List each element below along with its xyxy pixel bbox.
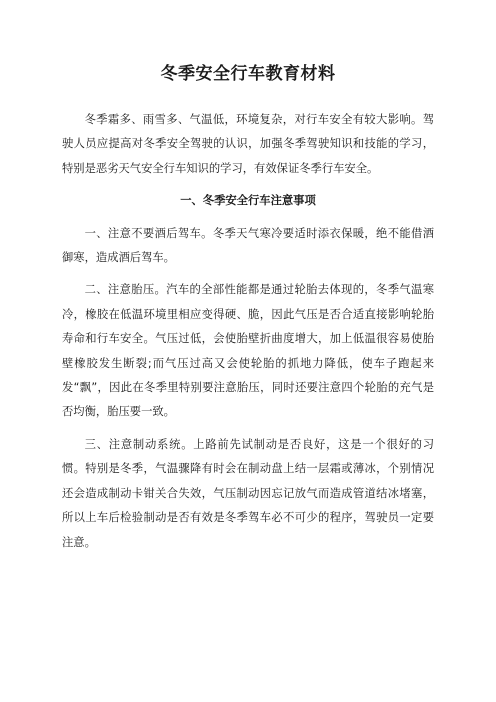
item-paragraph-1: 一、注意不要酒后驾车。冬季天气寒冷要适时添衣保暖，绝不能借酒御寒，造成酒后驾车。 — [62, 226, 434, 265]
section-heading: 一、冬季安全行车注意事项 — [180, 194, 316, 208]
document-body — [62, 108, 434, 563]
document-title: 冬季安全行车教育材料 — [160, 64, 336, 84]
item-paragraph-2: 二、注意胎压。汽车的全部性能都是通过轮胎去体现的，冬季气温寒冷，橡胶在低温环境里相应变得硬、脆，因此气压是否合适直接影响轮胎寿命和行车安全。气压过低，会使胎壁折曲度增大，加上低温很容易使胎壁橡胶发生断裂;而气压过高又会使轮胎的抓地力降低，使车子跑起来发“飘”，因此在冬季里特别要注意胎压，同时还要注意四个轮胎的充气是否均衡，胎压要一致。 — [62, 283, 434, 419]
intro-paragraph: 冬季霜多、雨雪多、气温低，环境复杂，对行车安全有较大影响。驾驶人员应提高对冬季安全驾驶的认识，加强冬季驾驶知识和技能的学习，特别是恶劣天气安全行车知识的学习，有效保证冬季行车安全。 — [62, 113, 434, 175]
item-paragraph-3: 三、注意制动系统。上路前先试制动是否良好，这是一个很好的习惯。特别是冬季，气温骤降有时会在制动盘上结一层霜或薄冰，个别情况还会造成制动卡钳关合失效，气压制动因忘记放气而造成管道结冰堵塞，所以上车后检验制动是否有效是冬季驾车必不可少的程序，驾驶员一定要注意。 — [62, 437, 434, 549]
